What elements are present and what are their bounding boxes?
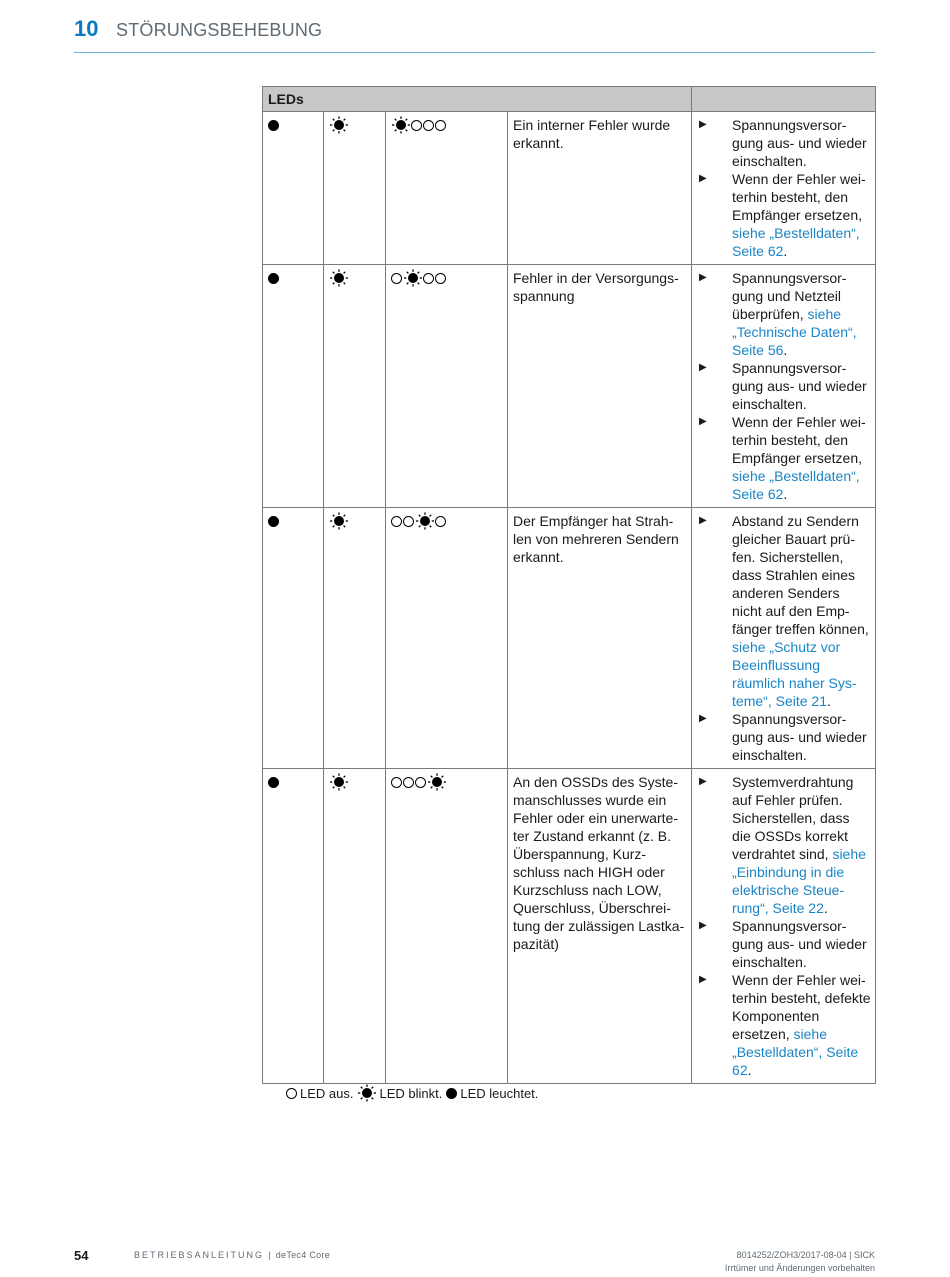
remedy-text: .: [783, 486, 788, 502]
remedy-text: Wenn der Fehler weiterhin besteht, den Empfänger ersetzen,: [732, 414, 866, 466]
led-cell: [263, 508, 324, 769]
led-off-icon: [391, 516, 402, 527]
remedy-text: .: [783, 342, 788, 358]
page-number: 54: [74, 1248, 89, 1263]
footer-doc-type: BETRIEBSANLEITUNG: [134, 1250, 265, 1260]
led-off-icon: [423, 120, 434, 131]
led-blink-icon: [329, 116, 349, 134]
led-on-icon: [268, 120, 279, 131]
remedy-text: Spannungsversorgung und Netzteil überprüfen,: [732, 270, 847, 322]
cross-reference-link[interactable]: siehe „Schutz vor Beeinflussung räumlich naher Systeme“, Seite 21: [732, 639, 857, 709]
led-cell: [386, 769, 508, 1084]
footer-disclaimer: Irrtümer und Änderungen vorbehalten: [724, 1263, 875, 1273]
table-row: [263, 112, 876, 265]
led-off-icon: [435, 516, 446, 527]
remedy-text: Wenn der Fehler weiterhin besteht, defekte Komponenten ersetzen,: [732, 972, 871, 1042]
remedy-cell: [692, 769, 876, 1084]
actions-header: [692, 87, 876, 112]
cross-reference-link[interactable]: siehe „Bestelldaten“, Seite 62: [732, 1026, 859, 1078]
led-blink-icon: [329, 512, 349, 530]
cross-reference-link[interactable]: siehe „Einbindung in die elektrische Steuerung“, Seite 22: [732, 846, 866, 916]
remedy-cell: [692, 112, 876, 265]
led-blink-icon: [415, 512, 435, 530]
led-legend: [286, 1084, 542, 1102]
led-blink-icon: [357, 1084, 377, 1102]
remedy-text: Spannungsversorgung aus- und wieder einschalten.: [732, 360, 867, 412]
led-blink-icon: [329, 773, 349, 791]
remedy-item: [697, 269, 871, 359]
table-row: [263, 508, 876, 769]
remedy-text: Spannungsversorgung aus- und wieder einschalten.: [732, 117, 867, 169]
remedy-text: .: [823, 900, 828, 916]
footer-right: [725, 1249, 875, 1275]
led-cell: [324, 508, 386, 769]
chapter-number: 10: [74, 16, 99, 41]
remedy-item: [697, 512, 871, 710]
footer-separator: |: [268, 1250, 272, 1260]
led-cell: [324, 112, 386, 265]
cross-reference-link[interactable]: siehe „Bestelldaten“, Seite 62: [732, 225, 860, 259]
cross-reference-link[interactable]: siehe „Bestelldaten“, Seite 62: [732, 468, 860, 502]
led-off-icon: [391, 273, 402, 284]
remedy-item: [697, 170, 871, 260]
footer-doc-id: 8014252/ZOH3/2017-08-04 | SICK: [736, 1250, 875, 1260]
led-off-icon: [415, 777, 426, 788]
led-cell: [386, 112, 508, 265]
remedy-text: .: [826, 693, 831, 709]
error-description: Der Empfänger hat Strahlen von mehreren Sendern erkannt.: [508, 508, 692, 769]
remedy-cell: [692, 265, 876, 508]
led-blink-icon: [403, 269, 423, 287]
led-on-icon: [268, 516, 279, 527]
led-off-icon: [403, 777, 414, 788]
page-header: [74, 14, 875, 53]
led-off-icon: [435, 120, 446, 131]
table-row: [263, 265, 876, 508]
led-blink-icon: [391, 116, 411, 134]
led-on-icon: [446, 1088, 457, 1099]
led-off-icon: [423, 273, 434, 284]
footer-document: [134, 1250, 330, 1260]
led-cell: [324, 265, 386, 508]
led-on-icon: [268, 273, 279, 284]
remedy-text: Abstand zu Sendern gleicher Bauart prüfen. Sicherstellen, dass Strahlen eines anderen Senders nicht auf den Empfänger treffen können,: [732, 513, 869, 637]
remedy-item: [697, 359, 871, 413]
legend-off-label: LED aus.: [300, 1085, 354, 1101]
led-cell: [386, 265, 508, 508]
led-off-icon: [391, 777, 402, 788]
led-blink-icon: [329, 269, 349, 287]
remedy-text: .: [747, 1062, 752, 1078]
led-off-icon: [403, 516, 414, 527]
remedy-text: Systemverdrahtung auf Fehler prüfen. Sicherstellen, dass die OSSDs korrekt verdrahtet sind,: [732, 774, 854, 862]
led-on-icon: [268, 777, 279, 788]
table-row: [263, 769, 876, 1084]
error-description: An den OSSDs des Systemanschlusses wurde ein Fehler oder ein unerwarteter Zustand erkannt (z. B. Überspannung, Kurzschluss nach HIGH oder Kurzschluss nach LOW, Querschluss, Überschreitung der zulässigen Lastkapazität): [508, 769, 692, 1084]
led-cell: [263, 265, 324, 508]
led-cell: [324, 769, 386, 1084]
table-header-row: [263, 87, 876, 112]
led-cell: [263, 769, 324, 1084]
led-blink-icon: [427, 773, 447, 791]
led-off-icon: [435, 273, 446, 284]
remedy-text: Spannungsversorgung aus- und wieder einschalten.: [732, 711, 867, 763]
remedy-item: [697, 710, 871, 764]
legend-on-label: LED leuchtet.: [460, 1085, 539, 1101]
led-cell: [263, 112, 324, 265]
error-description: Ein interner Fehler wurde erkannt.: [508, 112, 692, 265]
error-description: Fehler in der Versorgungsspannung: [508, 265, 692, 508]
led-error-table: [262, 86, 876, 1084]
remedy-text: Wenn der Fehler weiterhin besteht, den Empfänger ersetzen,: [732, 171, 866, 223]
footer-product: deTec4 Core: [275, 1250, 331, 1260]
chapter-title: STÖRUNGSBEHEBUNG: [116, 20, 323, 40]
remedy-cell: [692, 508, 876, 769]
remedy-item: [697, 116, 871, 170]
cross-reference-link[interactable]: siehe „Technische Daten“, Seite 56: [732, 306, 857, 358]
remedy-text: Spannungsversorgung aus- und wieder einschalten.: [732, 918, 867, 970]
remedy-item: [697, 971, 871, 1079]
led-off-icon: [286, 1088, 297, 1099]
legend-blink-label: LED blinkt.: [379, 1085, 443, 1101]
remedy-item: [697, 413, 871, 503]
led-cell: [386, 508, 508, 769]
remedy-item: [697, 773, 871, 917]
led-off-icon: [411, 120, 422, 131]
remedy-text: .: [783, 243, 788, 259]
leds-header: LEDs: [263, 87, 692, 112]
remedy-item: [697, 917, 871, 971]
